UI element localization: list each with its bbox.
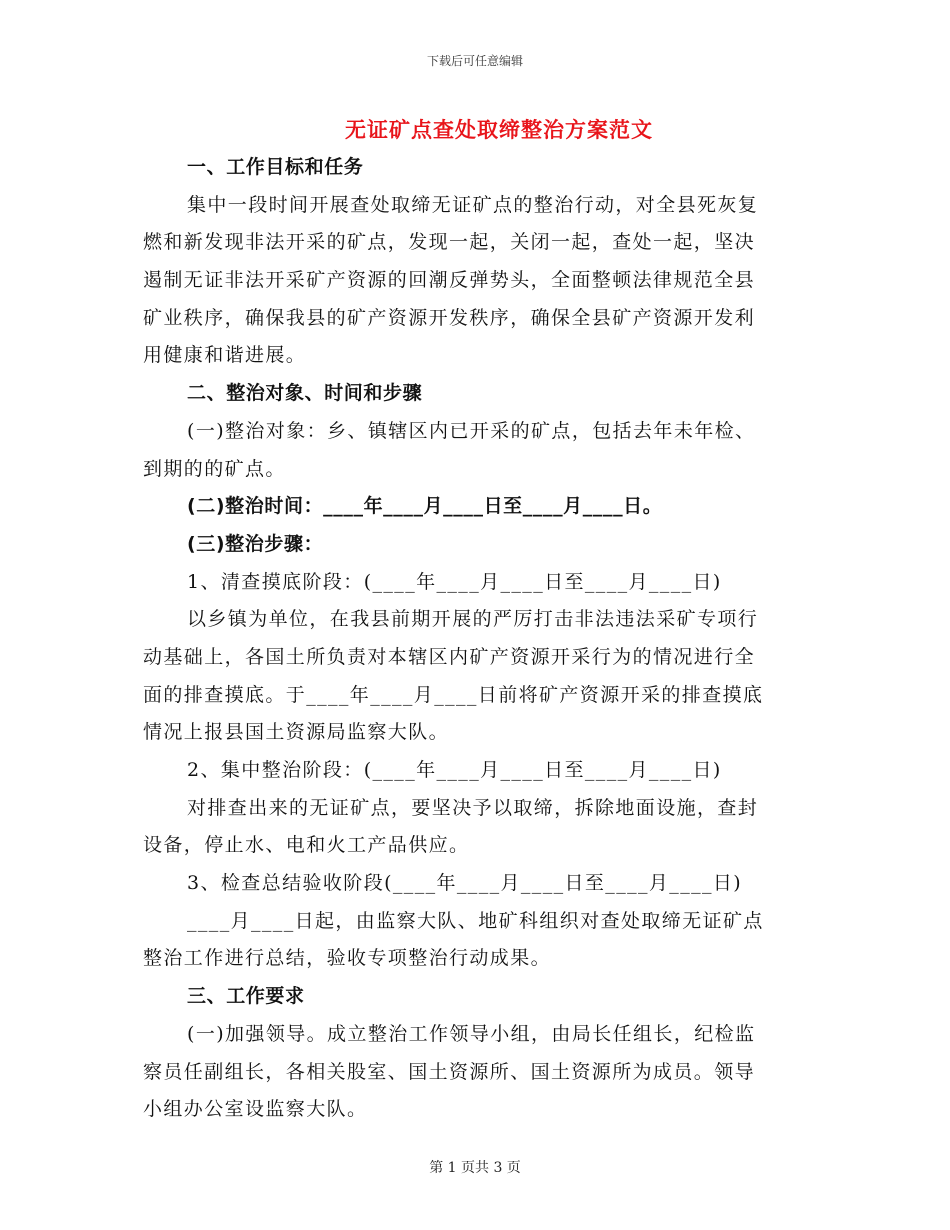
paragraph-line: 到期的的矿点。 (143, 457, 286, 480)
paragraph-line: 察员任副组长，各相关股室、国土资源所、国土资源所为成员。领导 (143, 1060, 756, 1083)
paragraph-line: 用健康和谐进展。 (143, 344, 307, 367)
page-footer: 第 1 页共 3 页 (429, 1160, 521, 1176)
paragraph-line: 动基础上，各国土所负责对本辖区内矿产资源开采行为的情况进行全 (143, 645, 756, 668)
paragraph-line: 3、检查总结验收阶段(____年____月____日至____月____日) (187, 872, 743, 895)
section-heading: (二)整治时间：____年____月____日至____月____日。 (187, 495, 663, 518)
header-note: 下载后可任意编辑 (426, 54, 523, 68)
paragraph-line: (一)加强领导。成立整治工作领导小组，由局长任组长，纪检监 (187, 1022, 756, 1045)
paragraph-line: 集中一段时间开展查处取缔无证矿点的整治行动，对全县死灰复 (187, 193, 759, 216)
document-title: 无证矿点查处取缔整治方案范文 (345, 118, 653, 142)
paragraph-line: 小组办公室设监察大队。 (143, 1098, 368, 1121)
paragraph-line: 1、清查摸底阶段：(____年____月____日至____月____日) (187, 570, 722, 593)
paragraph-line: 燃和新发现非法开采的矿点，发现一起，关闭一起，查处一起，坚决 (143, 231, 756, 254)
paragraph-line: 2、集中整治阶段：(____年____月____日至____月____日) (187, 759, 722, 781)
paragraph-line: 遏制无证非法开采矿产资源的回潮反弹势头，全面整顿法律规范全县 (143, 269, 756, 292)
section-heading: 二、整治对象、时间和步骤 (187, 382, 423, 405)
section-heading: 一、工作目标和任务 (187, 156, 364, 178)
paragraph-line: 设备，停止水、电和火工产品供应。 (143, 834, 470, 857)
paragraph-line: ____月____日起，由监察大队、地矿科组织对查处取缔无证矿点 (187, 909, 764, 932)
paragraph-line: (一)整治对象：乡、镇辖区内已开采的矿点，包括去年未年检、 (187, 419, 756, 442)
paragraph-line: 矿业秩序，确保我县的矿产资源开发秩序，确保全县矿产资源开发利 (143, 306, 756, 329)
document-body (143, 152, 808, 1132)
paragraph-line: 面的排查摸底。于____年____月____日前将矿产资源开采的排查摸底 (143, 683, 764, 706)
section-heading: (三)整治步骤： (187, 532, 324, 555)
paragraph-line: 以乡镇为单位，在我县前期开展的严厉打击非法违法采矿专项行 (187, 608, 759, 631)
paragraph-line: 整治工作进行总结，验收专项整治行动成果。 (143, 947, 552, 970)
paragraph-line: 对排查出来的无证矿点，要坚决予以取缔，拆除地面设施，查封 (187, 796, 759, 819)
paragraph-line: 情况上报县国土资源局监察大队。 (143, 721, 450, 744)
section-heading: 三、工作要求 (187, 985, 305, 1008)
